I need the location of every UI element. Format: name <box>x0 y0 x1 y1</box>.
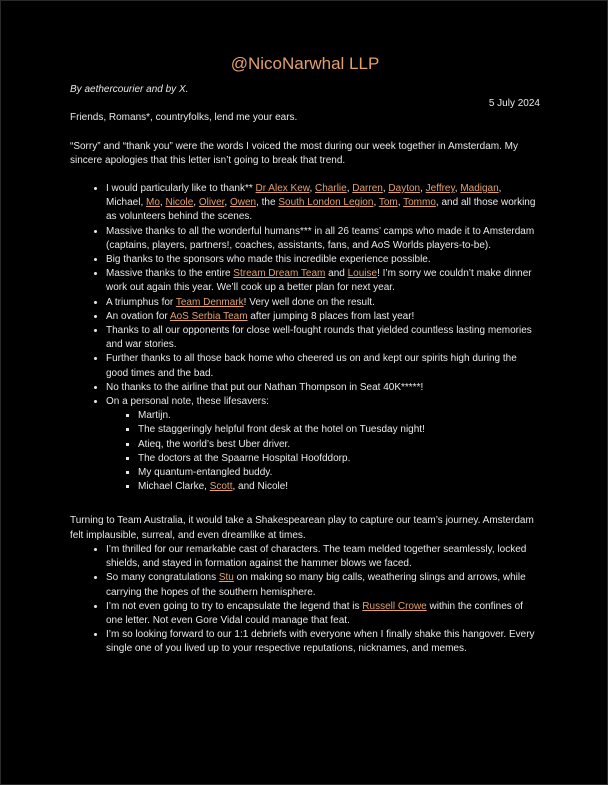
link-tommo[interactable]: Tommo <box>403 197 436 209</box>
page-title: @NicoNarwhal LLP <box>230 54 380 73</box>
list-item: • Big thanks to the sponsors who made this incredible experience possible. <box>106 253 540 267</box>
list-item: • Further thanks to all those back home who cheered us on and kept our spirits high during the good times and the bad. <box>106 352 540 380</box>
list-item: • An ovation for AoS Serbia Team after jumping 8 places from last year! <box>106 310 540 324</box>
link-stu[interactable]: Stu <box>218 572 234 584</box>
link-stream-dream-team[interactable]: Stream Dream Team <box>233 268 326 280</box>
link-madigan[interactable]: Madigan <box>460 183 499 195</box>
sub-list-item: ▪ My quantum-entangled buddy. <box>138 466 540 480</box>
sub-list-item: ▪ Michael Clarke, Scott, and Nicole! <box>138 480 540 494</box>
link-oliver[interactable]: Oliver <box>198 197 225 209</box>
list-item: • A triumphus for Team Denmark! Very well done on the result. <box>106 296 540 310</box>
list-item: • I would particularly like to thank** Dr Alex Kew, Charlie, Darren, Dayton, Jeffrey, Madigan, Michael, Mo, Nicole, Oliver, Owen, the South London Legion, Tom, Tommo, and all those working as volunteers behind the scenes. <box>106 182 540 225</box>
link-aos-serbia-team[interactable]: AoS Serbia Team <box>169 310 248 322</box>
list-item: • Thanks to all our opponents for close well-fought rounds that yielded countless lasting memories and war stories. <box>106 324 540 352</box>
sub-list-item: ▪ The doctors at the Spaarne Hospital Hoofddorp. <box>138 452 540 466</box>
intro-paragraph: “Sorry” and “thank you” were the words I voiced the most during our week together in Amsterdam. My sincere apologies that this letter isn’t going to break that trend. <box>70 140 518 166</box>
list-item: • I’m thrilled for our remarkable cast of characters. The team melded together seamlessly, locked shields, and stayed in formation against the hammer blows we faced. <box>106 543 540 571</box>
lifesavers-list <box>106 409 540 494</box>
link-louise[interactable]: Louise <box>347 268 378 280</box>
link-russell-crowe[interactable]: Russell Crowe <box>362 600 427 612</box>
list-item: • I’m so looking forward to our 1:1 debriefs with everyone when I finally shake this hangover. Every single one of you lived up to your respective reputations, nicknames, and memes. <box>106 628 540 656</box>
link-jeffrey[interactable]: Jeffrey <box>425 183 455 195</box>
greeting: Friends, Romans*, countryfolks, lend me your ears. <box>70 112 298 124</box>
sub-list-item: ▪ Martijn. <box>138 409 540 423</box>
link-alex-kew[interactable]: Dr Alex Kew <box>255 183 310 195</box>
australia-list <box>70 543 540 657</box>
letter-body <box>70 51 540 657</box>
link-mo[interactable]: Mo <box>146 197 160 209</box>
letter-date: 5 July 2024 <box>488 98 540 110</box>
link-darren[interactable]: Darren <box>352 183 383 195</box>
link-owen[interactable]: Owen <box>229 197 257 209</box>
sub-list-item: ▪ The staggeringly helpful front desk at the hotel on Tuesday night! <box>138 423 540 437</box>
link-scott[interactable]: Scott <box>209 481 233 493</box>
australia-intro: Turning to Team Australia, it would take a Shakespearean play to capture our team’s journey. Amsterdam felt implausible, surreal, and even dreamlike at times. <box>70 515 534 541</box>
link-dayton[interactable]: Dayton <box>388 183 421 195</box>
link-team-denmark[interactable]: Team Denmark <box>175 296 244 308</box>
list-item: • No thanks to the airline that put our Nathan Thompson in Seat 40K*****! <box>106 381 540 395</box>
byline: By aethercourier and by X. <box>70 84 189 95</box>
link-tom[interactable]: Tom <box>378 197 398 209</box>
list-item: • So many congratulations Stu on making so many big calls, weathering slings and arrows, while carrying the hopes of the southern hemisphere. <box>106 571 540 599</box>
link-nicole[interactable]: Nicole <box>165 197 194 209</box>
list-item: • Massive thanks to the entire Stream Dream Team and Louise! I’m sorry we couldn’t make dinner work out again this year. We’ll cook up a better plan for next year. <box>106 267 540 295</box>
sub-list-item: ▪ Atieq, the world’s best Uber driver. <box>138 438 540 452</box>
link-charlie[interactable]: Charlie <box>315 183 347 195</box>
list-item: • Massive thanks to all the wonderful humans*** in all 26 teams’ camps who made it to Amsterdam (captains, players, partners!, coaches, assistants, fans, and AoS Worlds players-to-be). <box>106 225 540 253</box>
thanks-list <box>70 182 540 494</box>
list-item: • On a personal note, these lifesavers: ▪ Martijn. ▪ The staggeringly helpful front desk at the hotel on Tuesday night! ▪ Atieq, the world’s best Uber driver. ▪ The doctors at the Spaarne Hospital Hoofddorp. ▪ My quantum-entangled buddy. ▪ Michael Clarke, Scott, and Nicole! <box>106 395 540 494</box>
list-item: • I’m not even going to try to encapsulate the legend that is Russell Crowe within the confines of one letter. Not even Gore Vidal could manage that feat. <box>106 600 540 628</box>
link-south-london-legion[interactable]: South London Legion <box>278 197 374 209</box>
